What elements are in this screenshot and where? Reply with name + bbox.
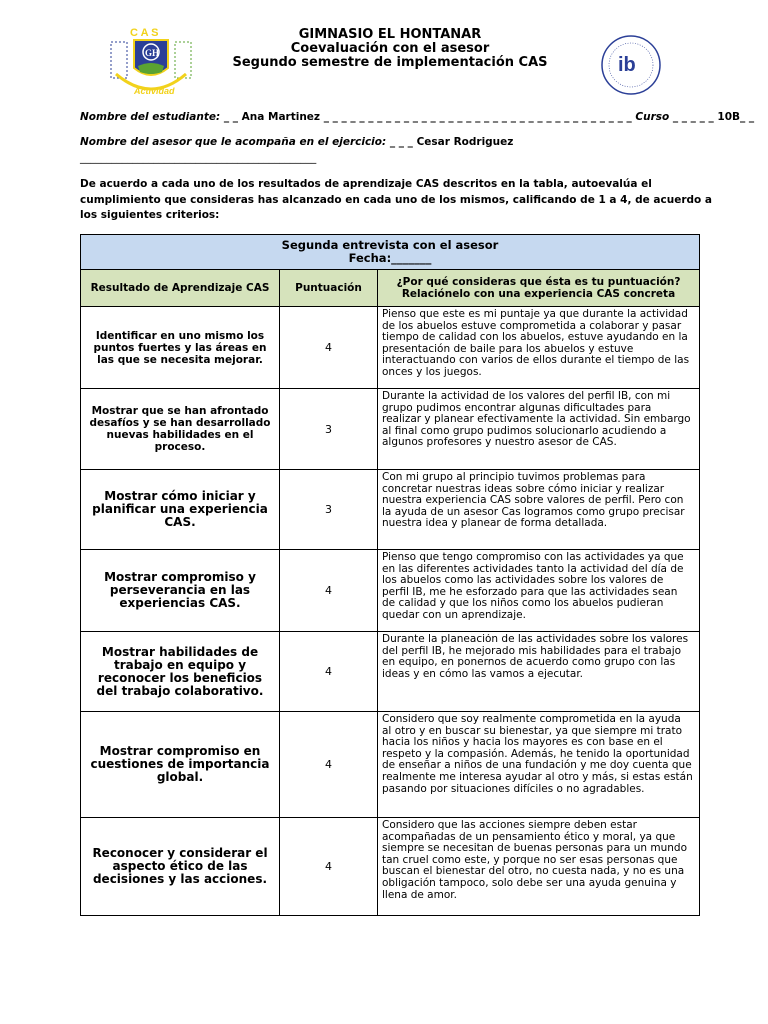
outcome-cell: Mostrar cómo iniciar y planificar una experiencia CAS.	[81, 470, 280, 550]
evaluation-table	[80, 234, 700, 916]
outcome-cell: Mostrar compromiso y perseverancia en las experiencias CAS.	[81, 550, 280, 632]
ib-logo	[600, 34, 662, 96]
table-row	[81, 307, 700, 389]
reason-cell	[378, 818, 700, 916]
table-row	[81, 818, 700, 916]
outcome-cell: Mostrar que se han afrontado desafíos y se han desarrollado nuevas habilidades en el proceso.	[81, 389, 280, 470]
header-outcome: Resultado de Aprendizaje CAS	[81, 270, 280, 307]
table-row	[81, 389, 700, 470]
score-cell: 4	[280, 712, 378, 818]
ib-logo-text: ib	[618, 54, 636, 76]
table-title-row	[81, 235, 700, 270]
document-header	[190, 28, 590, 70]
table-row	[81, 470, 700, 550]
outcome-cell: Identificar en uno mismo los puntos fuertes y las áreas en las que se necesita mejorar.	[81, 307, 280, 389]
reason-cell	[378, 470, 700, 550]
advisor-label: Nombre del asesor que le acompaña en el ejercicio:	[80, 136, 387, 148]
student-field	[80, 111, 754, 123]
reason-text: Considero que soy realmente comprometida en la ayuda al otro y en buscar su bienestar, ya que siempre mi trato hacia los niños y hacia los mayores es con base en el respeto y la compasión. Además, he tenido la oportunidad de enseñar a niños de una fundación y me doy cuenta que realmente me interesa ayudar al otro y más, si estas están pasando por situaciones difíciles o no agradables.	[382, 714, 693, 795]
reason-cell	[378, 550, 700, 632]
reason-cell	[378, 712, 700, 818]
reason-cell	[378, 307, 700, 389]
advisor-line: _____________________________________________	[80, 152, 317, 164]
reason-cell	[378, 632, 700, 712]
advisor-value: _ _ _ Cesar Rodriguez	[389, 136, 514, 148]
date-field: Fecha:_______	[348, 251, 432, 265]
score-cell: 4	[280, 818, 378, 916]
score-cell: 4	[280, 632, 378, 712]
course-value: _ _ _ _ _ 10B_ _	[672, 111, 755, 123]
reason-cell	[378, 389, 700, 470]
instructions-text: De acuerdo a cada uno de los resultados de aprendizaje CAS descritos en la tabla, autoevalúa el cumplimiento que consideras has alcanzado en cada uno de los mismos, calificando de 1 a 4, de acuerdo a los siguientes criterios:	[80, 178, 712, 221]
cas-logo-title: C A S	[130, 27, 159, 39]
table-title	[81, 235, 700, 270]
reason-text: Durante la planeación de las actividades sobre los valores del perfil IB, he mejorado mis habilidades para el trabajo en equipo, en ponernos de acuerdo como grupo con las ideas y en cómo las vamos a ejecutar.	[382, 634, 689, 680]
reason-text: Con mi grupo al principio tuvimos problemas para concretar nuestras ideas sobre cómo iniciar y realizar nuestra experiencia CAS sobre valores de perfil. Pero con la ayuda de un asesor Cas logramos como grupo precisar nuestra idea y planear de forma detallada.	[382, 472, 685, 530]
score-cell: 3	[280, 470, 378, 550]
outcome-cell: Mostrar compromiso en cuestiones de importancia global.	[81, 712, 280, 818]
score-cell: 3	[280, 389, 378, 470]
document-subtitle: Coevaluación con el asesor	[290, 41, 490, 56]
cas-logo-initials: GH	[145, 48, 160, 58]
score-cell: 4	[280, 307, 378, 389]
score-cell: 4	[280, 550, 378, 632]
outcome-cell: Reconocer y considerar el aspecto ético de las decisiones y las acciones.	[81, 818, 280, 916]
school-name: GIMNASIO EL HONTANAR	[298, 27, 482, 42]
student-value: _ _ Ana Martinez _ _ _ _ _ _ _ _ _ _ _ _ _ _ _ _ _ _ _ _ _ _ _ _ _ _ _ _ _ _ _ _ _ _ _	[223, 111, 632, 123]
table-header-row	[81, 270, 700, 307]
interview-title: Segunda entrevista con el asesor	[281, 238, 499, 252]
header-score: Puntuación	[280, 270, 378, 307]
table-row	[81, 712, 700, 818]
reason-text: Durante la actividad de los valores del perfil IB, con mi grupo pudimos encontrar algunas dificultades para realizar y planear efectivamente la actividad. Sin embargo al final como grupo pudimos solucionarlo acudiendo a algunos profesores y nuestro asesor de CAS.	[382, 391, 691, 449]
reason-text: Pienso que tengo compromiso con las actividades ya que en las diferentes actividades tanto la actividad del día de los abuelos como las actividades sobre los valores de perfil IB, me he esforzado para que las actividades sean de calidad y que los niños como los abuelos pudieran quedar con un aprendizaje.	[382, 552, 684, 621]
cas-logo	[106, 24, 196, 100]
table-row	[81, 632, 700, 712]
header-reason: ¿Por qué consideras que ésta es tu puntuación? Relaciónelo con una experiencia CAS concreta	[378, 270, 700, 307]
reason-text: Pienso que este es mi puntaje ya que durante la actividad de los abuelos estuve comprometida a colaborar y pasar tiempo de calidad con los abuelos, estuve ayudando en la presentación de baile para los abuelos y estuve interactuando con varios de ellos durante el tiempo de las onces y los juegos.	[382, 309, 690, 378]
advisor-field	[80, 136, 513, 148]
cas-logo-subtitle: Actividad	[134, 86, 175, 96]
table-row	[81, 550, 700, 632]
student-label: Nombre del estudiante:	[80, 111, 221, 123]
course-label: Curso	[635, 111, 670, 123]
semester-title: Segundo semestre de implementación CAS	[232, 55, 548, 70]
reason-text: Considero que las acciones siempre deben estar acompañadas de un pensamiento ético y moral, ya que siempre se necesitan de buenas personas para un mundo tan cruel como este, y porque no ser esas personas que buscan el bienestar del otro, no cuesta nada, y no es una obligación tampoco, solo debe ser una ayuda genuina y llena de amor.	[382, 820, 688, 901]
outcome-cell: Mostrar habilidades de trabajo en equipo y reconocer los beneficios del trabajo colaborativo.	[81, 632, 280, 712]
